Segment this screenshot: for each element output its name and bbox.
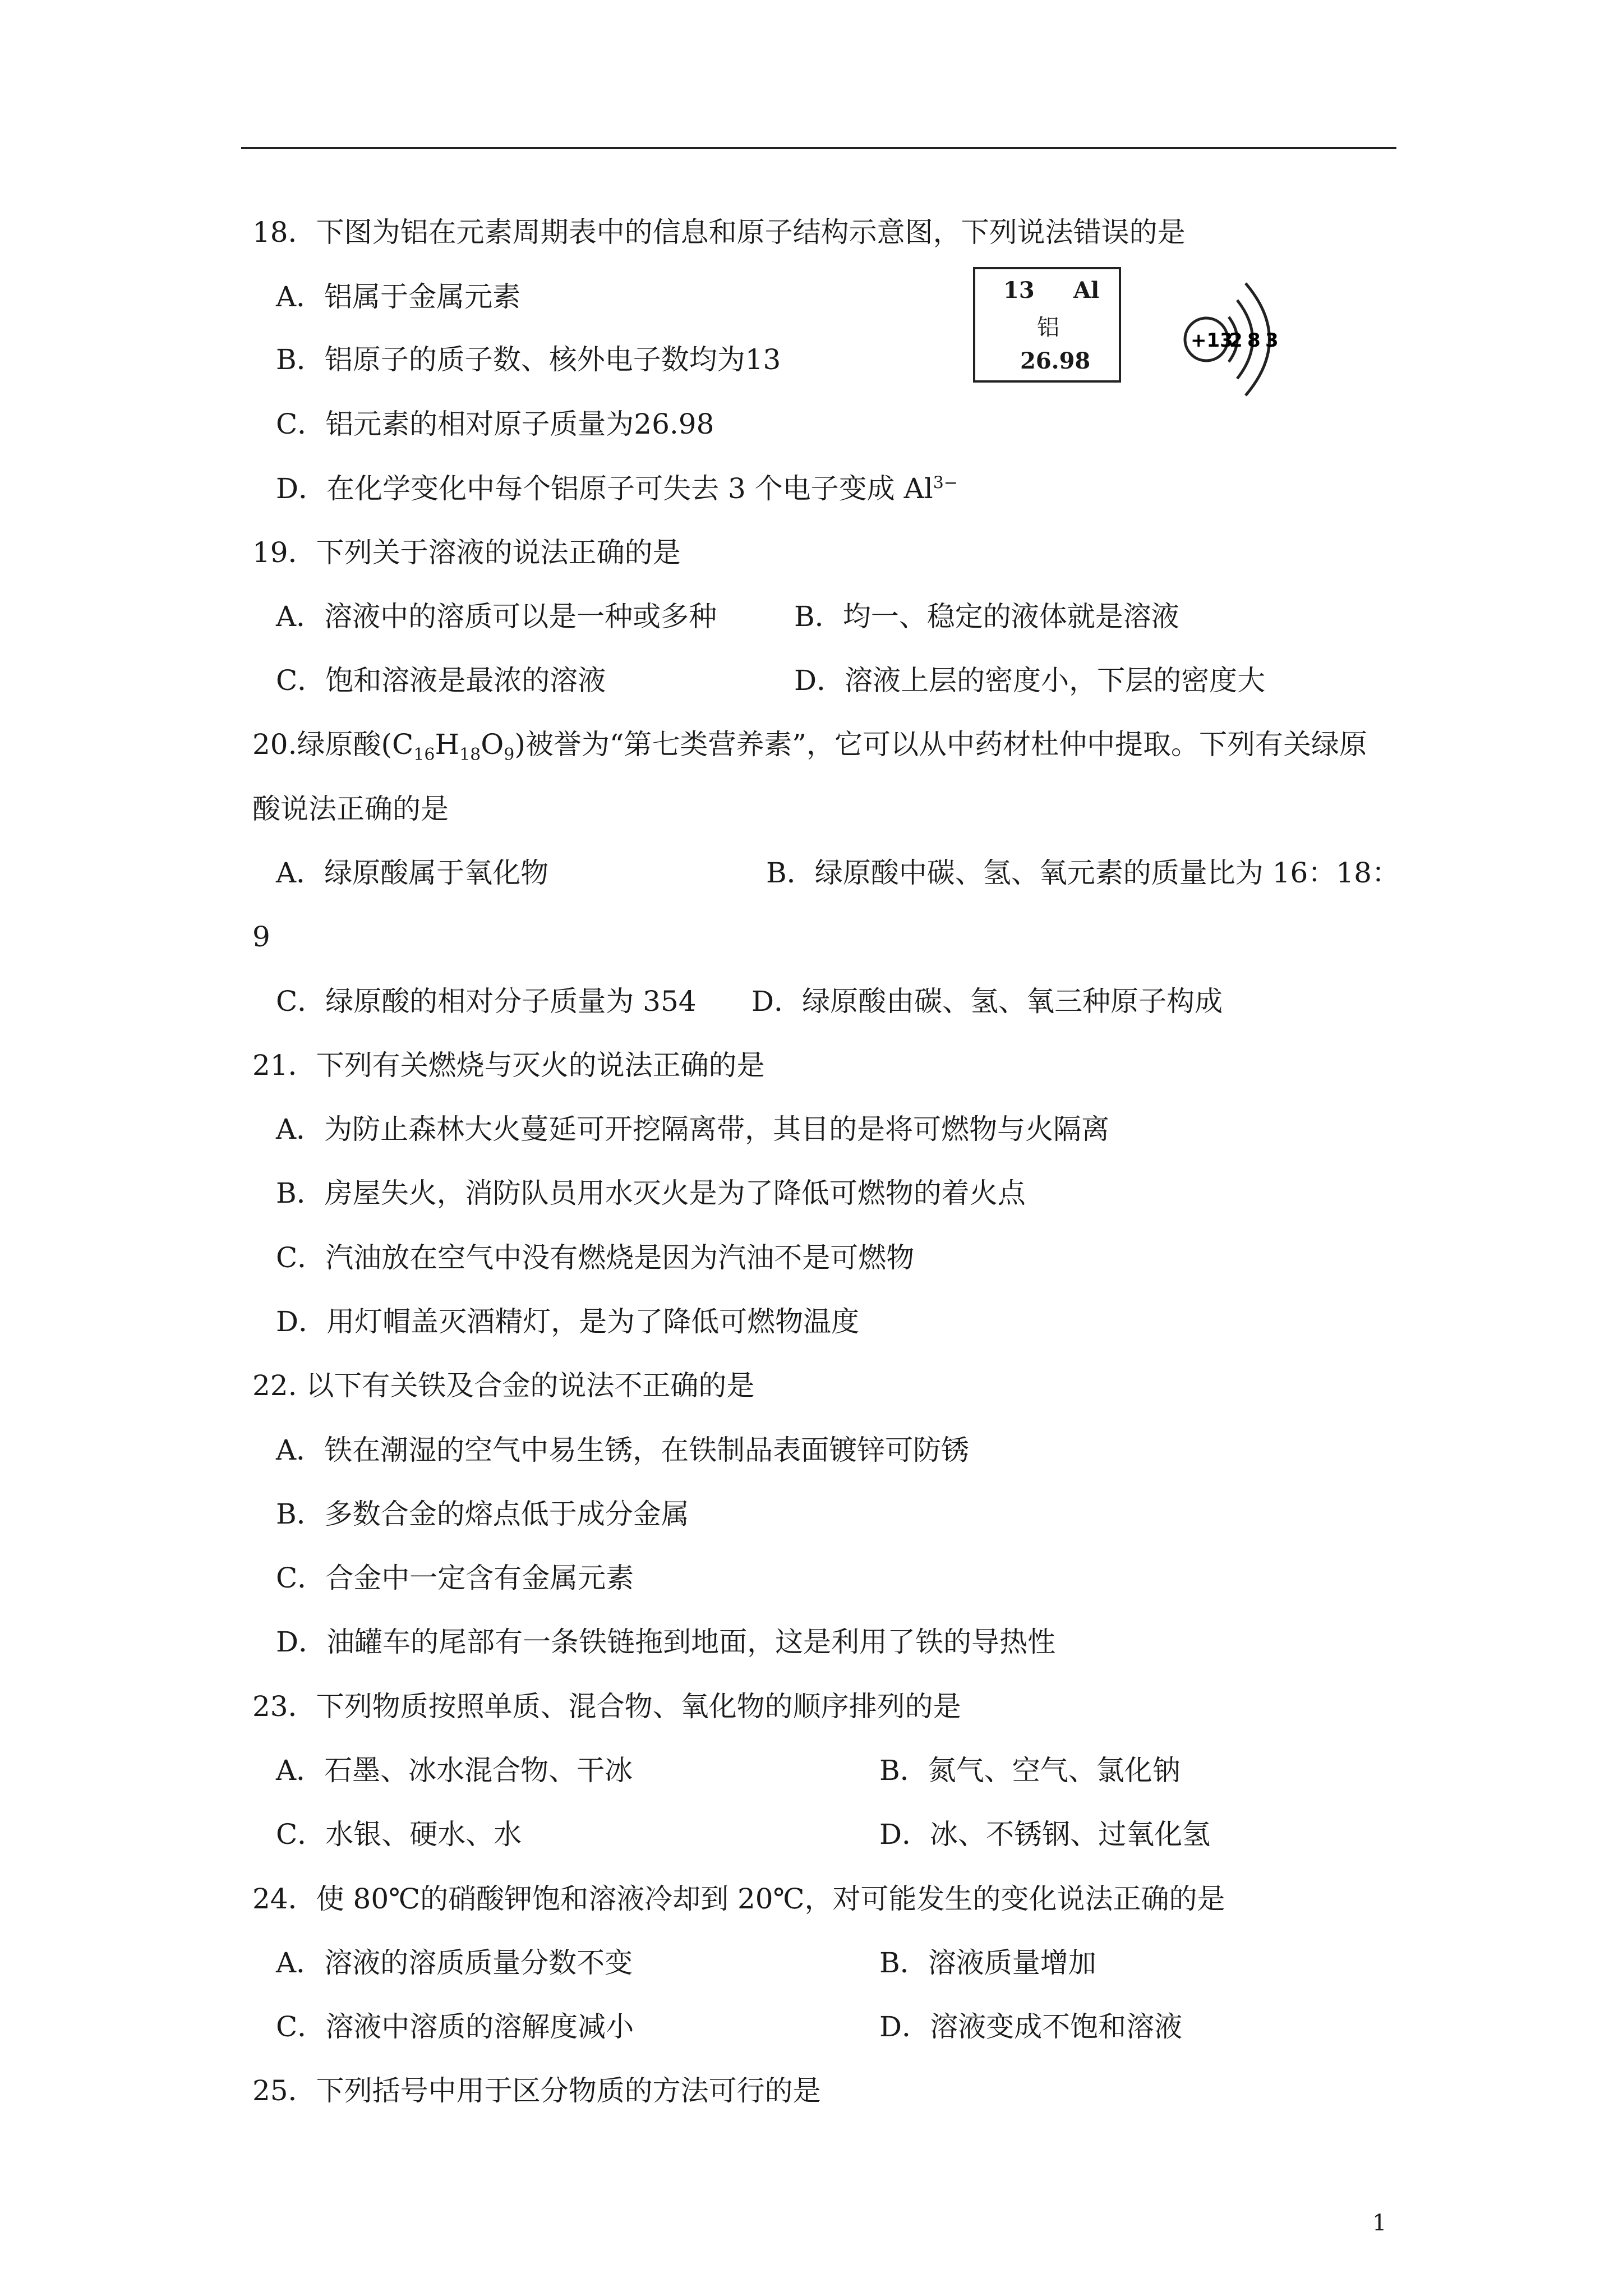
q19-option-c: C．饱和溶液是最浓的溶液	[276, 664, 606, 697]
element-symbol: Al	[1073, 277, 1100, 303]
aluminum-atom-structure-diagram	[1170, 272, 1304, 407]
q20-option-b-continued: 9	[252, 921, 270, 953]
q23-stem: 23．下列物质按照单质、混合物、氧化物的顺序排列的是	[252, 1690, 961, 1723]
shell-2-electrons: 8	[1247, 329, 1261, 352]
q23-option-b: B．氮气、空气、氯化钠	[879, 1754, 1181, 1787]
atomic-number: 13	[1003, 277, 1035, 303]
q23-option-d: D．冰、不锈钢、过氧化氢	[879, 1818, 1211, 1851]
q18-option-c: C．铝元素的相对原子质量为26.98	[276, 408, 714, 440]
page-number: 1	[1372, 2210, 1387, 2236]
q24-option-c: C．溶液中溶质的溶解度减小	[276, 2010, 634, 2043]
q20-option-b: B．绿原酸中碳、氢、氧元素的质量比为 16：18：	[766, 857, 1400, 889]
q20-option-a: A．绿原酸属于氧化物	[276, 857, 549, 889]
q18-option-d: D．在化学变化中每个铝原子可失去 3 个电子变成 $Al^{3-}$	[276, 472, 958, 505]
shell-1-electrons: 2	[1229, 329, 1243, 352]
q22-option-a: A．铁在潮湿的空气中易生锈，在铁制品表面镀锌可防锈	[276, 1434, 970, 1466]
q22-option-b: B．多数合金的熔点低于成分金属	[276, 1498, 689, 1530]
q21-option-a: A．为防止森林大火蔓延可开挖隔离带，其目的是将可燃物与火隔离	[276, 1113, 1110, 1145]
q23-option-a: A．石墨、冰水混合物、干冰	[276, 1754, 633, 1787]
atomic-mass: 26.98	[1020, 348, 1091, 374]
q21-stem: 21．下列有关燃烧与灭火的说法正确的是	[252, 1049, 765, 1082]
q22-stem: 22. 以下有关铁及合金的说法不正确的是	[252, 1369, 755, 1402]
q21-option-b: B．房屋失火，消防队员用水灭火是为了降低可燃物的着火点	[276, 1177, 1026, 1209]
shell-3-electrons: 3	[1265, 329, 1279, 352]
element-name: 铝	[1037, 315, 1059, 341]
q25-stem: 25．下列括号中用于区分物质的方法可行的是	[252, 2074, 821, 2107]
q19-option-d: D．溶液上层的密度小，下层的密度大	[794, 664, 1266, 697]
q19-stem: 19．下列关于溶液的说法正确的是	[252, 536, 681, 569]
q20-option-c: C．绿原酸的相对分子质量为 354	[276, 985, 697, 1018]
q22-option-c: C．合金中一定含有金属元素	[276, 1562, 634, 1594]
q24-stem: 24．使 80℃的硝酸钾饱和溶液冷却到 20℃，对可能发生的变化说法正确的是	[252, 1883, 1225, 1915]
q20-stem-continued: 酸说法正确的是	[252, 793, 449, 825]
q24-option-d: D．溶液变成不饱和溶液	[879, 2010, 1183, 2043]
q19-option-a: A．溶液中的溶质可以是一种或多种	[276, 600, 717, 633]
nucleus-charge: +13	[1191, 329, 1233, 352]
q20-option-d: D．绿原酸由碳、氢、氧三种原子构成	[751, 985, 1223, 1018]
q18-stem: 18．下图为铝在元素周期表中的信息和原子结构示意图，下列说法错误的是	[252, 216, 1186, 249]
aluminum-element-card	[973, 267, 1121, 383]
q21-option-d: D．用灯帽盖灭酒精灯，是为了降低可燃物温度	[276, 1305, 860, 1338]
q24-option-b: B．溶液质量增加	[879, 1947, 1096, 1979]
q24-option-a: A．溶液的溶质质量分数不变	[276, 1947, 633, 1979]
q20-stem: 20.绿原酸$(C_{16}H_{18}O_9)$被誉为“第七类营养素”，它可以从中药材杜仲中提取。下列有关绿原	[252, 728, 1367, 765]
q23-option-c: C．水银、硬水、水	[276, 1818, 522, 1851]
q18-option-a: A．铝属于金属元素	[276, 280, 521, 313]
q21-option-c: C．汽油放在空气中没有燃烧是因为汽油不是可燃物	[276, 1241, 915, 1274]
q19-option-b: B．均一、稳定的液体就是溶液	[794, 600, 1179, 633]
q22-option-d: D．油罐车的尾部有一条铁链拖到地面，这是利用了铁的导热性	[276, 1626, 1056, 1658]
header-rule	[241, 147, 1396, 149]
q18-option-b: B．铝原子的质子数、核外电子数均为13	[276, 343, 781, 376]
